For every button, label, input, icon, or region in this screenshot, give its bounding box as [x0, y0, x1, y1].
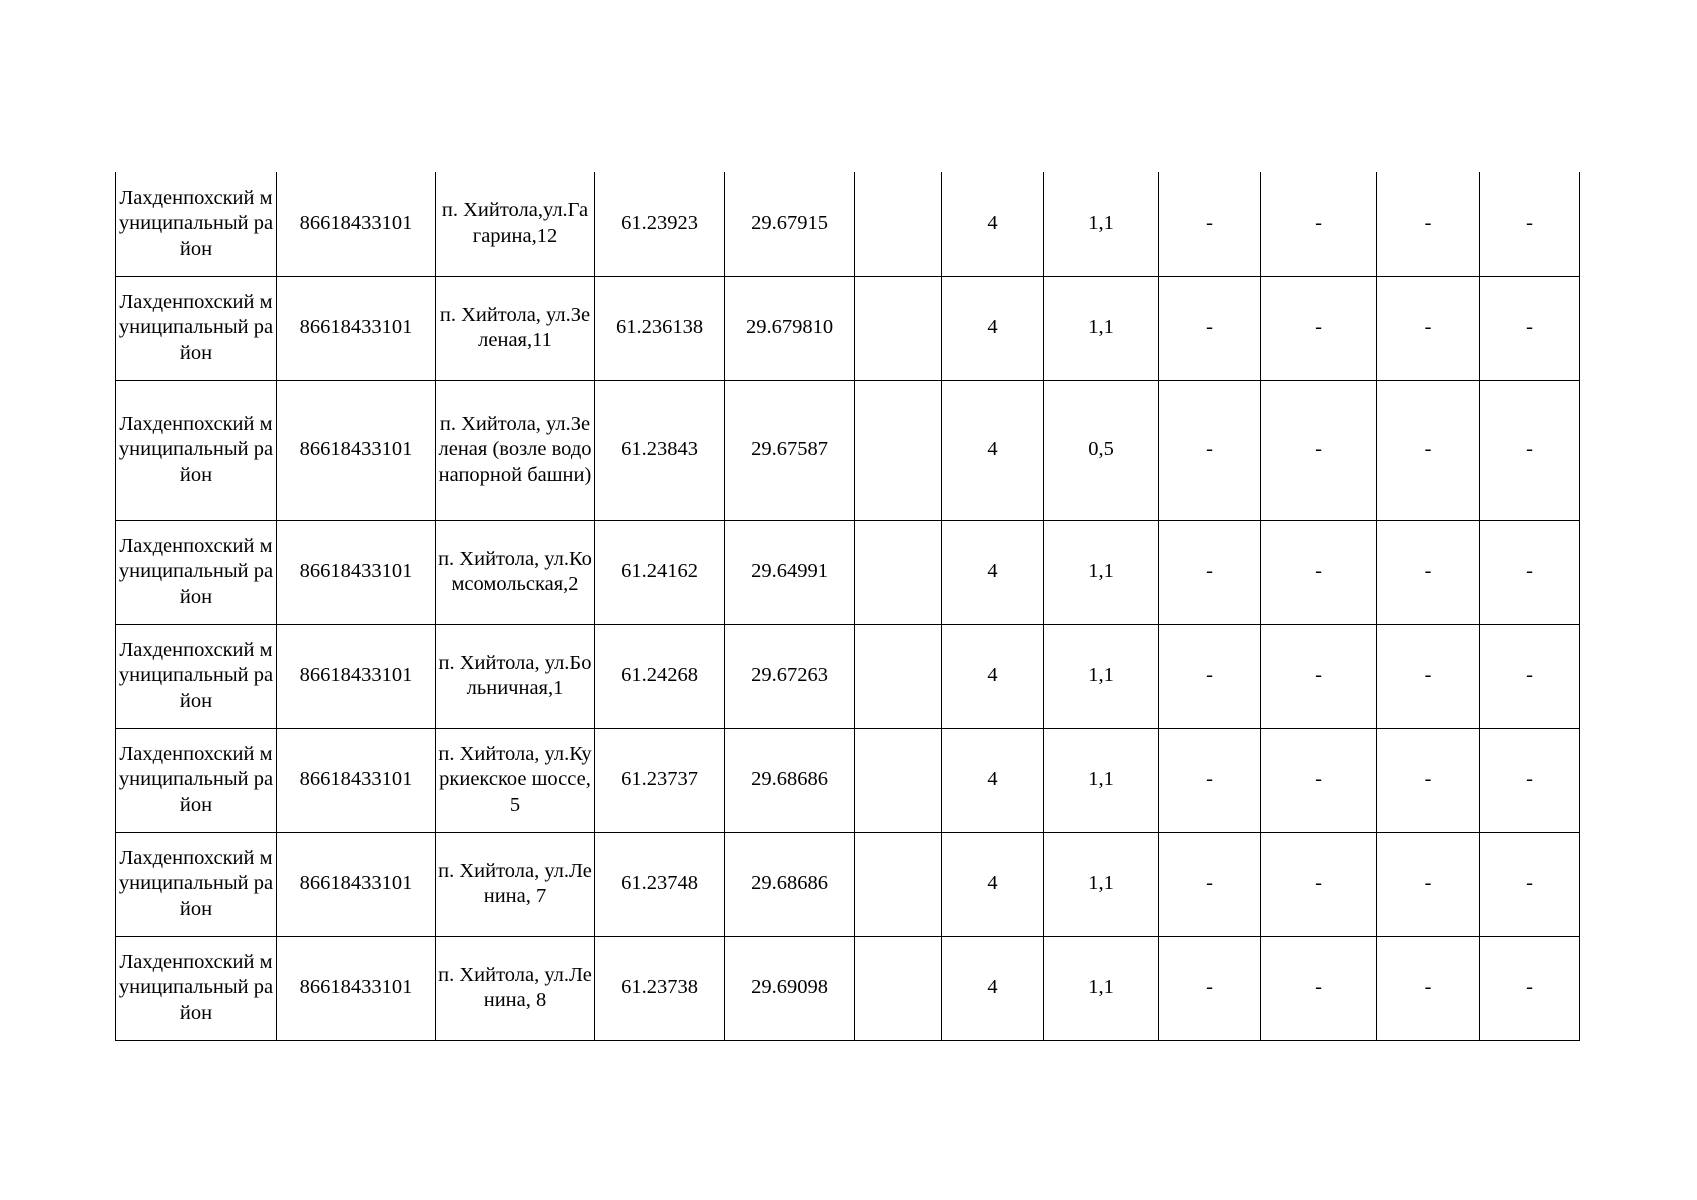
container-count-cell: 4: [942, 380, 1044, 520]
container-volume-cell: 0,5: [1044, 380, 1159, 520]
longitude-cell: 29.67915: [725, 172, 855, 276]
dash-cell: -: [1159, 624, 1261, 728]
dash-cell: -: [1377, 172, 1480, 276]
container-volume-cell: 1,1: [1044, 832, 1159, 936]
district-cell: Лахденпохский муниципальный район: [116, 728, 277, 832]
dash-cell: -: [1261, 624, 1377, 728]
district-cell: Лахденпохский муниципальный район: [116, 380, 277, 520]
dash-cell: -: [1261, 172, 1377, 276]
latitude-cell: 61.24162: [595, 520, 725, 624]
empty-cell: [855, 276, 942, 380]
table-row: [116, 624, 1580, 728]
container-count-cell: 4: [942, 276, 1044, 380]
container-count-cell: 4: [942, 624, 1044, 728]
dash-cell: -: [1261, 936, 1377, 1040]
address-cell: п. Хийтола,ул.Гагарина,12: [436, 172, 595, 276]
dash-cell: -: [1159, 276, 1261, 380]
table-row: [116, 380, 1580, 520]
dash-cell: -: [1159, 172, 1261, 276]
container-volume-cell: 1,1: [1044, 276, 1159, 380]
oktmo-cell: 86618433101: [277, 728, 436, 832]
address-cell: п. Хийтола, ул.Ленина, 7: [436, 832, 595, 936]
address-cell: п. Хийтола, ул.Ленина, 8: [436, 936, 595, 1040]
dash-cell: -: [1261, 728, 1377, 832]
empty-cell: [855, 380, 942, 520]
table-row: [116, 832, 1580, 936]
dash-cell: -: [1480, 832, 1580, 936]
address-cell: п. Хийтола, ул.Куркиекское шоссе,5: [436, 728, 595, 832]
container-count-cell: 4: [942, 832, 1044, 936]
latitude-cell: 61.23737: [595, 728, 725, 832]
container-volume-cell: 1,1: [1044, 172, 1159, 276]
oktmo-cell: 86618433101: [277, 276, 436, 380]
latitude-cell: 61.23923: [595, 172, 725, 276]
dash-cell: -: [1480, 380, 1580, 520]
district-cell: Лахденпохский муниципальный район: [116, 520, 277, 624]
dash-cell: -: [1261, 520, 1377, 624]
address-cell: п. Хийтола, ул.Зеленая (возле водонапорной башни): [436, 380, 595, 520]
longitude-cell: 29.64991: [725, 520, 855, 624]
dash-cell: -: [1261, 380, 1377, 520]
dash-cell: -: [1159, 520, 1261, 624]
dash-cell: -: [1261, 276, 1377, 380]
longitude-cell: 29.679810: [725, 276, 855, 380]
container-volume-cell: 1,1: [1044, 520, 1159, 624]
container-count-cell: 4: [942, 728, 1044, 832]
empty-cell: [855, 936, 942, 1040]
dash-cell: -: [1377, 276, 1480, 380]
empty-cell: [855, 520, 942, 624]
dash-cell: -: [1159, 832, 1261, 936]
dash-cell: -: [1261, 832, 1377, 936]
latitude-cell: 61.23738: [595, 936, 725, 1040]
table-row: [116, 276, 1580, 380]
container-count-cell: 4: [942, 172, 1044, 276]
dash-cell: -: [1480, 172, 1580, 276]
latitude-cell: 61.23843: [595, 380, 725, 520]
dash-cell: -: [1377, 624, 1480, 728]
district-cell: Лахденпохский муниципальный район: [116, 624, 277, 728]
longitude-cell: 29.67587: [725, 380, 855, 520]
district-cell: Лахденпохский муниципальный район: [116, 276, 277, 380]
oktmo-cell: 86618433101: [277, 380, 436, 520]
container-volume-cell: 1,1: [1044, 936, 1159, 1040]
table-row: [116, 728, 1580, 832]
dash-cell: -: [1480, 624, 1580, 728]
dash-cell: -: [1480, 276, 1580, 380]
dash-cell: -: [1377, 728, 1480, 832]
empty-cell: [855, 624, 942, 728]
latitude-cell: 61.236138: [595, 276, 725, 380]
container-volume-cell: 1,1: [1044, 624, 1159, 728]
oktmo-cell: 86618433101: [277, 172, 436, 276]
address-cell: п. Хийтола, ул.Комсомольская,2: [436, 520, 595, 624]
table-row: [116, 520, 1580, 624]
district-cell: Лахденпохский муниципальный район: [116, 172, 277, 276]
container-count-cell: 4: [942, 936, 1044, 1040]
dash-cell: -: [1159, 728, 1261, 832]
longitude-cell: 29.67263: [725, 624, 855, 728]
table-row: [116, 172, 1580, 276]
longitude-cell: 29.68686: [725, 832, 855, 936]
oktmo-cell: 86618433101: [277, 624, 436, 728]
oktmo-cell: 86618433101: [277, 832, 436, 936]
address-cell: п. Хийтола, ул.Зеленая,11: [436, 276, 595, 380]
container-volume-cell: 1,1: [1044, 728, 1159, 832]
dash-cell: -: [1377, 832, 1480, 936]
longitude-cell: 29.69098: [725, 936, 855, 1040]
latitude-cell: 61.24268: [595, 624, 725, 728]
dash-cell: -: [1480, 728, 1580, 832]
dash-cell: -: [1480, 936, 1580, 1040]
oktmo-cell: 86618433101: [277, 936, 436, 1040]
district-cell: Лахденпохский муниципальный район: [116, 832, 277, 936]
district-cell: Лахденпохский муниципальный район: [116, 936, 277, 1040]
empty-cell: [855, 728, 942, 832]
address-cell: п. Хийтола, ул.Больничная,1: [436, 624, 595, 728]
container-sites-table: [115, 172, 1580, 1041]
dash-cell: -: [1159, 380, 1261, 520]
empty-cell: [855, 832, 942, 936]
longitude-cell: 29.68686: [725, 728, 855, 832]
dash-cell: -: [1377, 936, 1480, 1040]
empty-cell: [855, 172, 942, 276]
dash-cell: -: [1159, 936, 1261, 1040]
dash-cell: -: [1480, 520, 1580, 624]
table-row: [116, 936, 1580, 1040]
latitude-cell: 61.23748: [595, 832, 725, 936]
container-count-cell: 4: [942, 520, 1044, 624]
dash-cell: -: [1377, 380, 1480, 520]
oktmo-cell: 86618433101: [277, 520, 436, 624]
dash-cell: -: [1377, 520, 1480, 624]
